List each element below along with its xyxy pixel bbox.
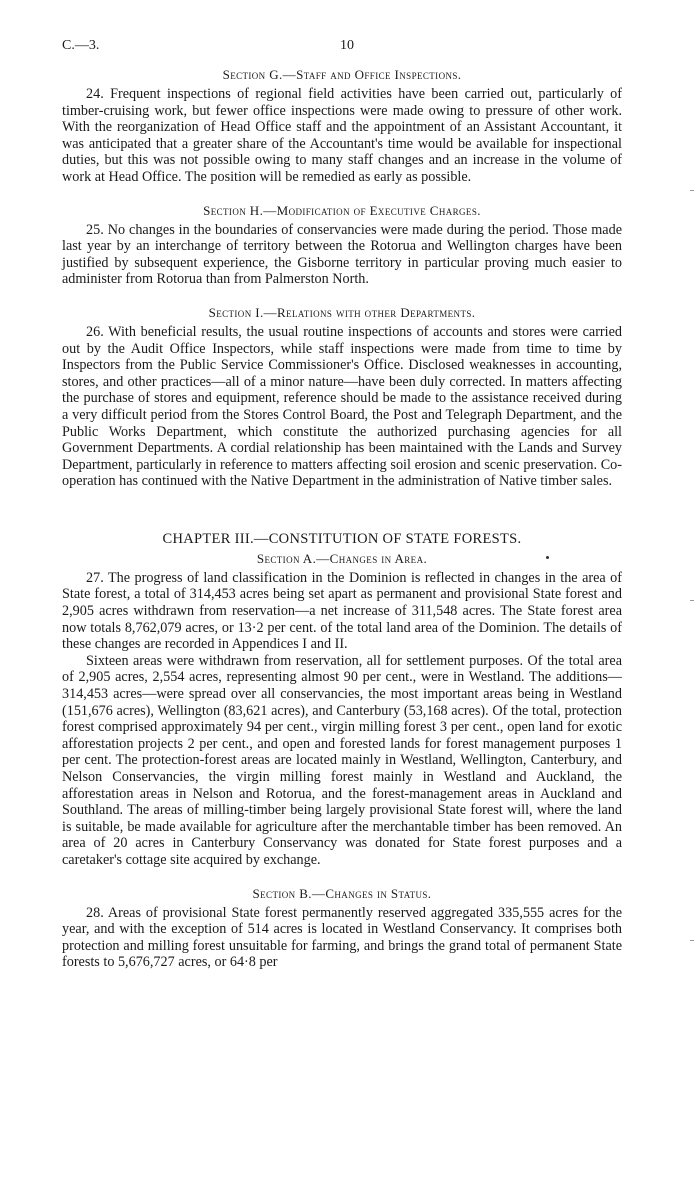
section-b-heading: Section B.—Changes in Status.: [252, 885, 432, 901]
paragraph-27: 27. The progress of land classification in the Dominion is reflected in changes in the area of State forest, a total of 314,453 acres being set apart as permanent and provisional State forest and 2,905 acres withdrawn from reservation—a net increase of 311,548 acres. The State forest area now totals 8,762,079 acres, or 13·2 per cent. of the total land area of the Dominion. The details of these changes are recorded in Appendices I and II.: [62, 569, 622, 653]
paragraph-26: 26. With beneficial results, the usual routine inspections of accounts and stores were carried out by the Audit Office Inspectors, while staff inspections were made from time to time by Inspectors from the Public Service Commissioner's Office. Disclosed weaknesses in accounting, stores, and other practices—all of a minor nature—have been duly corrected. In matters affecting the purchase of stores and equipment, reference should be made to the assistance received during a very difficult period from the Stores Control Board, the Post and Telegraph Department, and the Public Works Department, which constitute the authorized purchasing agencies for all Government Departments. A cordial relationship has been maintained with the Lands and Survey Department, particularly in reference to matters affecting soil erosion and scenic preservation. Co-operation has continued with the Native Department in the administration of Native timber sales.: [62, 323, 622, 490]
paragraph-28: 28. Areas of provisional State forest permanently reserved aggregated 335,555 acres for the year, and with the exception of 514 acres is located in Westland Conservancy. It comprises both protection and milling forest unsuitable for farming, and brings the grand total of permanent State forests to 5,676,727 acres, or 64·8 per: [62, 904, 622, 971]
scan-edge-mark: [690, 600, 694, 601]
scan-edge-mark: [690, 190, 694, 191]
paragraph-27-continued: Sixteen areas were withdrawn from reservation, all for settlement purposes. Of the total area of 2,905 acres, 2,554 acres, representing almost 90 per cent., were in Westland. The additions—314,453 acres—were spread over all conservancies, the most important areas being in Westland (151,676 acres), Wellington (83,621 acres), and Canterbury (53,168 acres). Of the total, protection forest comprised approximately 94 per cent., virgin milling forest 3 per cent., open land for exotic afforestation projects 2 per cent., and open and forested lands for forest management purposes 1 per cent. The protection-forest areas are located mainly in Westland, Wellington, Canterbury, and Nelson Conservancies, the virgin milling forest mainly in Westland and Auckland, the afforestation areas in Nelson and Rotorua, and the forest-management areas in Auckland and Southland. The areas of milling-timber being largely provisional State forest will, where the land is suitable, be made available for agriculture after the merchantable timber has been removed. An area of 20 acres in Canterbury Conservancy was donated for State forest purposes and a caretaker's cottage site acquired by exchange.: [62, 652, 622, 868]
section-g-heading: Section G.—Staff and Office Inspections.: [222, 67, 462, 82]
chapter-title: CHAPTER III.—CONSTITUTION OF STATE FORESTS.: [162, 530, 522, 547]
running-header: [62, 38, 638, 58]
section-a-heading: Section A.—Changes in Area.: [256, 550, 428, 566]
stray-dot: [546, 556, 549, 559]
page-body: [62, 66, 622, 971]
section-i-heading: Section I.—Relations with other Departments.: [208, 304, 476, 320]
page-number: 10: [340, 38, 354, 53]
paragraph-25: 25. No changes in the boundaries of conservancies were made during the period. Those made last year by an interchange of territory between the Rotorua and Wellington charges have been justified by subsequent experience, the Gisborne territory in particular proving much easier to administer from Rotorua than from Palmerston North.: [62, 221, 622, 288]
scan-edge-mark: [690, 940, 694, 941]
section-h-heading: Section H.—Modification of Executive Charges.: [203, 202, 481, 218]
document-reference: C.—3.: [62, 38, 100, 53]
paragraph-24: 24. Frequent inspections of regional field activities have been carried out, particularly of timber-cruising work, but fewer office inspections were made owing to pressure of other work. With the reorganization of Head Office staff and the appointment of an Assistant Accountant, it was anticipated that a greater share of the Accountant's time would be available for inspectional duties, but this was not possible owing to many staff changes and an increase in the volume of work at Head Office. The position will be remedied as early as possible.: [62, 86, 622, 185]
